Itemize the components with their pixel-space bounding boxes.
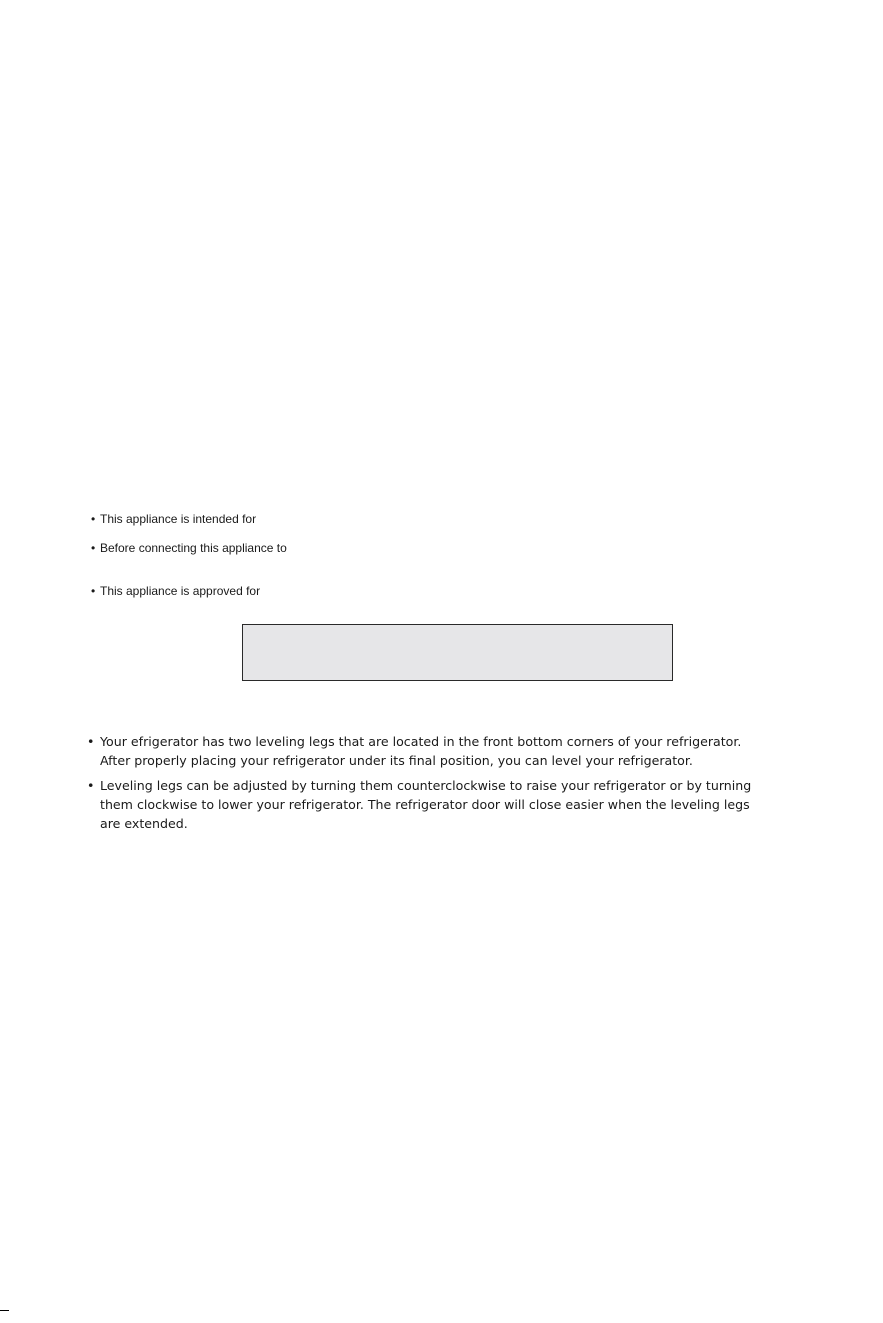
notice-box xyxy=(242,624,673,681)
list-item xyxy=(87,776,787,833)
bullet-marker: • xyxy=(91,584,96,598)
bullet-marker: • xyxy=(91,541,96,555)
list-item xyxy=(87,732,787,770)
note-intended-use xyxy=(91,512,256,526)
bullet-marker: • xyxy=(87,734,95,749)
leveling-legs-adjust-text: Leveling legs can be adjusted by turning them counterclockwise to raise your refrigerator or by turning them clockwise to lower your refrigerator. The refrigerator door will close easier when the leveling legs are extended. xyxy=(100,778,752,831)
note-text: This appliance is approved for xyxy=(100,584,261,598)
leveling-instructions xyxy=(87,732,787,839)
leveling-legs-location-text: Your efrigerator has two leveling legs that are located in the front bottom corners of your refrigerator. After properly placing your refrigerator under its final position, you can level your refrigerator. xyxy=(100,734,742,768)
note-approved-for xyxy=(91,584,260,598)
bullet-marker: • xyxy=(87,778,95,793)
bullet-marker: • xyxy=(91,512,96,526)
note-before-connecting xyxy=(91,541,287,555)
note-text: Before connecting this appliance to xyxy=(100,541,287,555)
crop-mark xyxy=(0,1310,9,1311)
note-text: This appliance is intended for xyxy=(100,512,257,526)
